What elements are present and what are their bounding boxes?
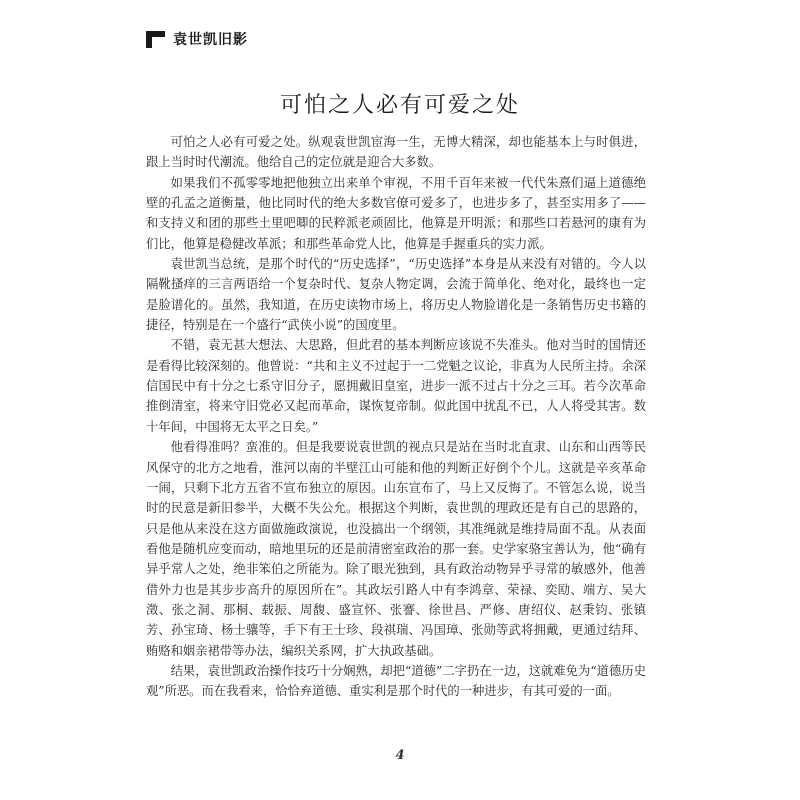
page-number: 4 [395,748,405,763]
paragraph: 不错，袁无甚大想法、大思路，但此君的基本判断应该说不失准头。他对当时的国情还是看得比较深刻的。他曾说：“共和主义不过起于一二党魁之议论，非真为人民所主持。余深信国民中有十分之七系守旧分子，愿拥戴旧皇室，进步一派不过占十分之三耳。若今次革命推倒清室，将来守旧党必又起而革命，谋恢复帝制。似此国中扰乱不已，人人将受其害。数十年间，中国将无太平之日矣。” [146,338,646,434]
paragraph: 可怕之人必有可爱之处。纵观袁世凯宦海一生，无博大精深，却也能基本上与时俱进，跟上当时时代潮流。他给自己的定位就是迎合大多数。 [146,135,646,170]
chapter-title: 可怕之人必有可爱之处 [279,93,520,118]
corner-bracket-icon [146,31,165,48]
running-header-title: 袁世凯旧影 [173,32,248,48]
paragraph: 如果我们不孤零零地把他独立出来单个审视，不用千百年来被一代代朱熹们逼上道德绝壁的孔孟之道衡量，他比同时代的绝大多数官僚可爱多了，也进步多了，甚至实用多了——和支持义和团的那些土里吧唧的民粹派老顽固比，他算是开明派；和那些口若悬河的康有为们比，他算是稳健改革派；和那些革命党人比，他算是手握重兵的实力派。 [146,175,646,251]
running-header [146,28,248,50]
paragraph: 袁世凯当总统，是那个时代的“历史选择”，“历史选择”本身是从来没有对错的。今人以隔靴搔痒的三言两语给一个复杂时代、复杂人物定调，会流于简单化、绝对化，最终也一定是脸谱化的。虽然，我知道，在历史读物市场上，将历史人物脸谱化是一条销售历史书籍的捷径，特别是在一个盛行“武侠小说”的国度里。 [146,257,646,333]
paragraph: 他看得准吗？蛮准的。但是我要说袁世凯的视点只是站在当时北直隶、山东和山西等民风保守的北方之地看，淮河以南的半壁江山可能和他的判断正好倒个个儿。这就是辛亥革命一闹，只剩下北方五省不宣布独立的原因。山东宣布了，马上又反悔了。不管怎么说，说当时的民意是新旧参半，大概不失公允。根据这个判断，袁世凯的理政还是有自己的思路的，只是他从来没在这方面做施政演说，也没搞出一个纲领，其准绳就是维持局面不乱。从表面看他是随机应变而动，暗地里玩的还是前清密室政治的那一套。史学家骆宝善认为，他“确有异乎常人之处，绝非笨伯之所能为。除了眼光独到，具有政治动物异乎寻常的敏感外，他善借外力也是其步步高升的原因所在”。其政坛引路人中有李鸿章、荣禄、奕劻、端方、吴大澂、张之洞、那桐、载振、周馥、盛宣怀、张謇、徐世昌、严修、唐绍仪、赵秉钧、张镇芳、孙宝琦、杨士骧等，手下有王士珍、段祺瑞、冯国璋、张勋等武将拥戴，更通过结拜、贿赂和姻亲裙带等办法，编织关系网，扩大执政基础。 [146,440,646,658]
paragraph: 结果，袁世凯政治操作技巧十分娴熟，却把“道德”二字扔在一边，这就难免为“道德历史观”所恶。而在我看来，恰恰弃道德、重实利是那个时代的一种进步，有其可爱的一面。 [146,663,646,699]
article-body [146,132,646,702]
